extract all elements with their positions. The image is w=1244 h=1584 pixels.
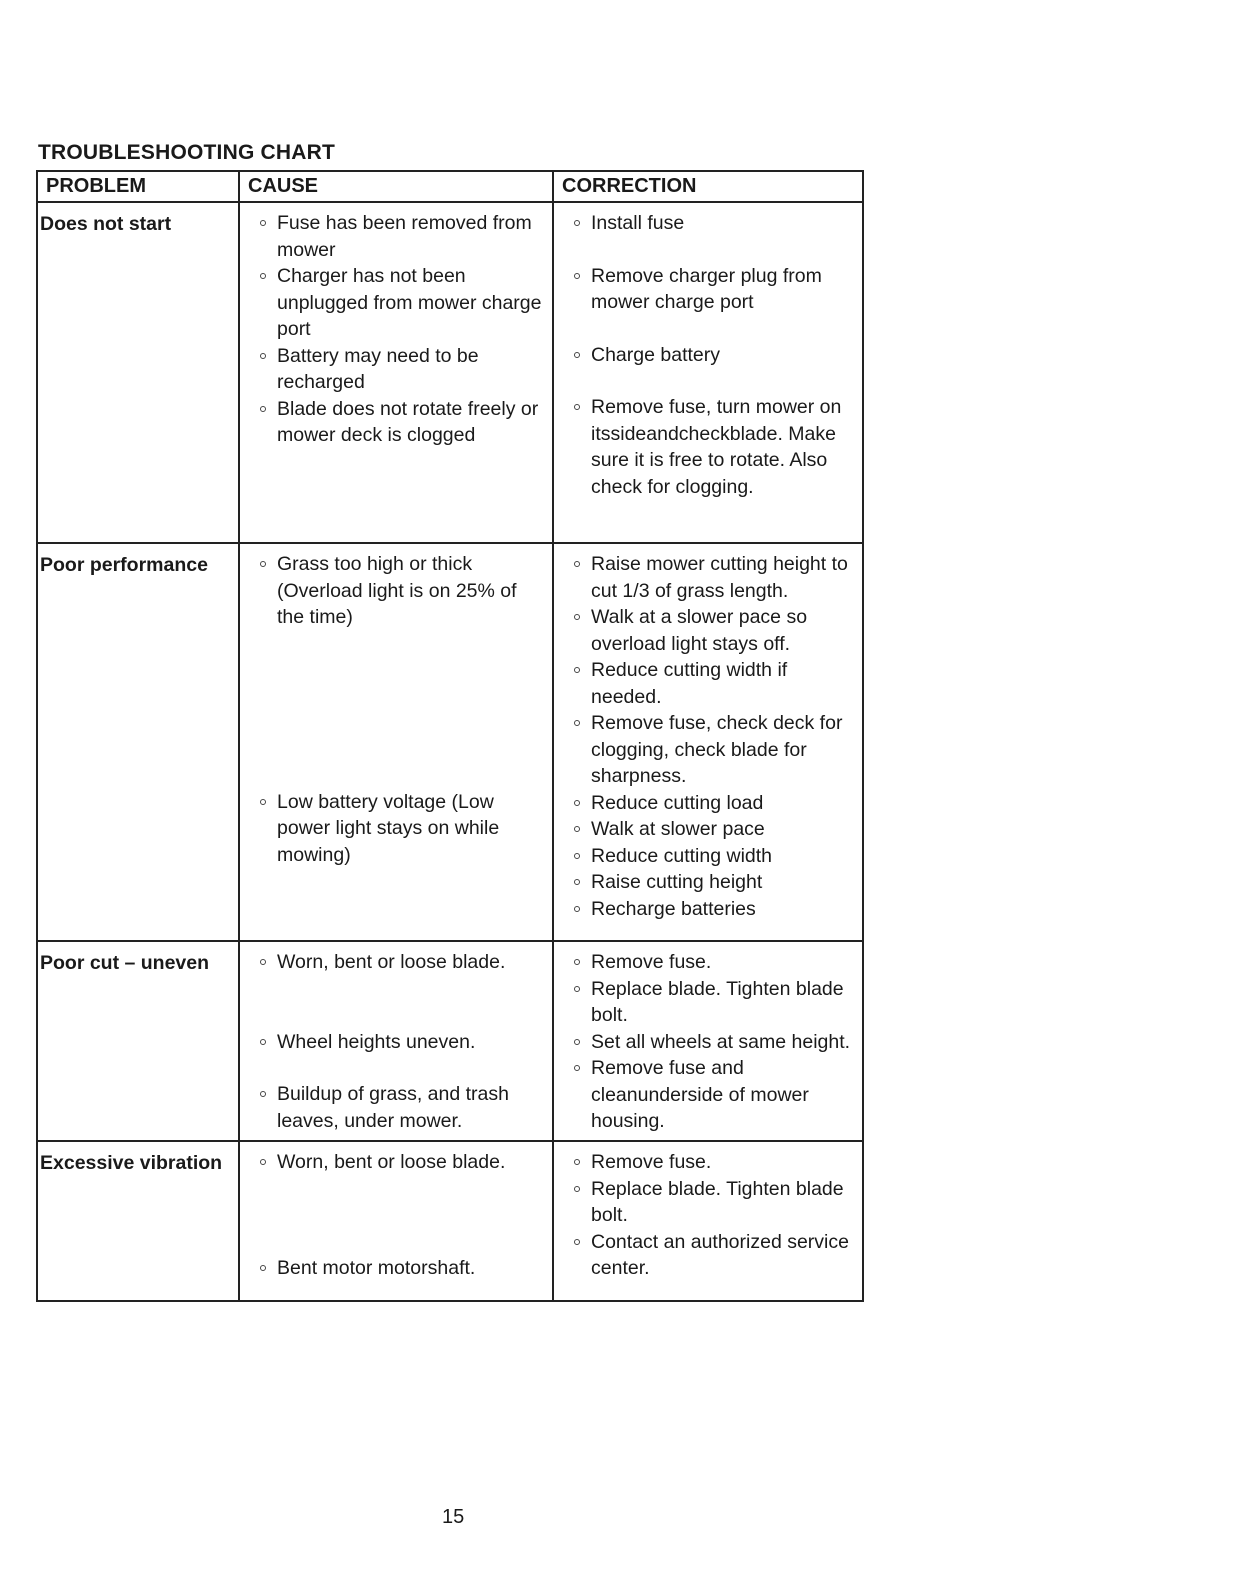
- cause-item: Worn, bent or loose blade.: [260, 949, 546, 976]
- correction-item: Charge battery: [574, 342, 856, 369]
- correction-item: Walk at a slower pace so overload light stays off.: [574, 604, 856, 657]
- correction-item: Remove fuse and cleanunderside of mower housing.: [574, 1055, 856, 1135]
- correction-item: Walk at slower pace: [574, 816, 856, 843]
- table-row: [37, 202, 863, 543]
- cause-cell: [239, 941, 553, 1141]
- table-row: [37, 1141, 863, 1301]
- cause-list: [260, 949, 546, 1134]
- correction-item: Remove fuse.: [574, 949, 856, 976]
- correction-item: Remove fuse, turn mower on itssideandcheckblade. Make sure it is free to rotate. Also check for clogging.: [574, 394, 856, 500]
- correction-item: Contact an authorized service center.: [574, 1229, 856, 1282]
- correction-cell: [553, 1141, 863, 1301]
- problem-cell: Poor cut – uneven: [37, 941, 239, 1141]
- correction-item: Reduce cutting load: [574, 790, 856, 817]
- cause-item: Grass too high or thick (Overload light is on 25% of the time): [260, 551, 546, 631]
- cause-cell: [239, 543, 553, 941]
- cause-item: Wheel heights uneven.: [260, 1029, 546, 1056]
- header-problem: PROBLEM: [37, 171, 239, 202]
- correction-cell: [553, 543, 863, 941]
- cause-cell: [239, 202, 553, 543]
- page-number: 15: [442, 1506, 465, 1528]
- cause-item: Fuse has been removed from mower: [260, 210, 546, 263]
- cause-item: Charger has not been unplugged from mower charge port: [260, 263, 546, 343]
- header-row: [37, 171, 863, 202]
- correction-item: Replace blade. Tighten blade bolt.: [574, 976, 856, 1029]
- correction-item: Install fuse: [574, 210, 856, 237]
- correction-item: Set all wheels at same height.: [574, 1029, 856, 1056]
- problem-cell: Poor performance: [37, 543, 239, 941]
- correction-item: Replace blade. Tighten blade bolt.: [574, 1176, 856, 1229]
- troubleshooting-table: [36, 170, 864, 1302]
- correction-item: Raise mower cutting height to cut 1/3 of grass length.: [574, 551, 856, 604]
- correction-item: Remove fuse, check deck for clogging, check blade for sharpness.: [574, 710, 856, 790]
- cause-list: [260, 210, 546, 449]
- cause-list: [260, 1149, 546, 1281]
- correction-list: [574, 1149, 856, 1282]
- problem-cell: Does not start: [37, 202, 239, 543]
- cause-item: Worn, bent or loose blade.: [260, 1149, 546, 1176]
- correction-item: Remove fuse.: [574, 1149, 856, 1176]
- correction-item: Recharge batteries: [574, 896, 856, 923]
- header-cause: CAUSE: [239, 171, 553, 202]
- header-correction: CORRECTION: [553, 171, 863, 202]
- problem-cell: Excessive vibration: [37, 1141, 239, 1301]
- cause-list: [260, 551, 546, 868]
- table-row: [37, 941, 863, 1141]
- cause-cell: [239, 1141, 553, 1301]
- cause-item: Low battery voltage (Low power light stays on while mowing): [260, 789, 546, 869]
- correction-item: Raise cutting height: [574, 869, 856, 896]
- cause-item: Bent motor motorshaft.: [260, 1255, 546, 1282]
- chart-title: TROUBLESHOOTING CHART: [38, 141, 336, 164]
- correction-item: Remove charger plug from mower charge port: [574, 263, 856, 316]
- correction-list: [574, 551, 856, 922]
- cause-item: Battery may need to be recharged: [260, 343, 546, 396]
- correction-cell: [553, 202, 863, 543]
- correction-item: Reduce cutting width if needed.: [574, 657, 856, 710]
- correction-list: [574, 949, 856, 1135]
- cause-item: Blade does not rotate freely or mower deck is clogged: [260, 396, 546, 449]
- table-row: [37, 543, 863, 941]
- correction-cell: [553, 941, 863, 1141]
- cause-item: Buildup of grass, and trash leaves, under mower.: [260, 1081, 546, 1134]
- correction-list: [574, 210, 856, 500]
- correction-item: Reduce cutting width: [574, 843, 856, 870]
